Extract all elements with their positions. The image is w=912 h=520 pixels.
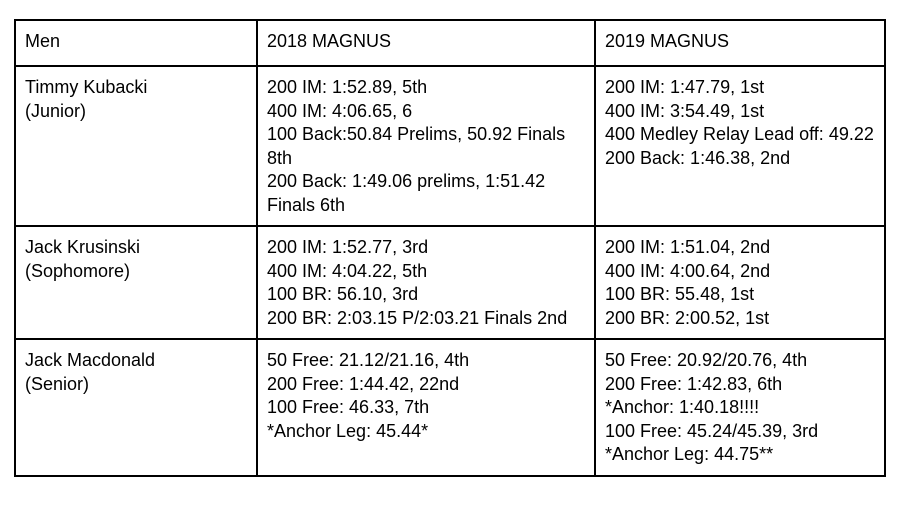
result-line: *Anchor Leg: 44.75** — [605, 444, 774, 464]
result-line: 50 Free: 20.92/20.76, 4th — [605, 350, 808, 370]
swimmer-cell — [15, 339, 257, 476]
table-row — [15, 226, 885, 339]
result-line: 200 BR: 2:00.52, 1st — [605, 307, 770, 328]
result-line: *Anchor Leg: 45.44* — [267, 420, 429, 441]
swimmer-class: (Junior) — [25, 100, 87, 121]
swimmer-class: (Sophomore) — [25, 260, 131, 281]
swimmer-name: Timmy Kubacki — [25, 77, 148, 97]
header-row — [15, 20, 885, 66]
table-row — [15, 339, 885, 476]
results-2018-cell — [257, 339, 595, 476]
result-line: 100 Free: 46.33, 7th — [267, 397, 430, 417]
result-line: 400 IM: 4:04.22, 5th — [267, 260, 428, 281]
swimmer-class: (Senior) — [25, 373, 90, 394]
result-line: 400 IM: 3:54.49, 1st — [605, 100, 765, 121]
result-line: *Anchor: 1:40.18!!!! — [605, 397, 760, 417]
result-line: 50 Free: 21.12/21.16, 4th — [267, 350, 470, 370]
swimmer-cell — [15, 66, 257, 226]
results-2019-cell — [595, 339, 885, 476]
header-2018: 2018 MAGNUS — [257, 20, 595, 66]
result-line: 100 BR: 55.48, 1st — [605, 284, 755, 304]
result-line: 200 Free: 1:44.42, 22nd — [267, 373, 460, 394]
results-2018-cell — [257, 226, 595, 339]
result-line: 400 IM: 4:06.65, 6 — [267, 100, 413, 121]
table-row — [15, 66, 885, 226]
result-line: 100 BR: 56.10, 3rd — [267, 284, 419, 304]
result-line: 200 IM: 1:52.89, 5th — [267, 77, 428, 97]
header-men: Men — [15, 20, 257, 66]
result-line: 200 Free: 1:42.83, 6th — [605, 373, 783, 394]
result-line: 200 IM: 1:52.77, 3rd — [267, 237, 429, 257]
swimmer-name: Jack Macdonald — [25, 350, 156, 370]
results-2019-cell — [595, 66, 885, 226]
result-line: 200 IM: 1:51.04, 2nd — [605, 237, 771, 257]
result-line: 200 BR: 2:03.15 P/2:03.21 Finals 2nd — [267, 307, 568, 328]
result-line: 100 Back:50.84 Prelims, 50.92 Finals 8th — [267, 124, 566, 168]
header-2019: 2019 MAGNUS — [595, 20, 885, 66]
result-line: 400 Medley Relay Lead off: 49.22 — [605, 124, 874, 144]
swimmer-name: Jack Krusinski — [25, 237, 141, 257]
results-2019-cell — [595, 226, 885, 339]
result-line: 200 IM: 1:47.79, 1st — [605, 77, 765, 97]
result-line: 100 Free: 45.24/45.39, 3rd — [605, 420, 819, 441]
results-2018-cell — [257, 66, 595, 226]
results-table — [14, 19, 886, 477]
result-line: 400 IM: 4:00.64, 2nd — [605, 260, 771, 281]
swimmer-cell — [15, 226, 257, 339]
result-line: 200 Back: 1:49.06 prelims, 1:51.42 Finals 6th — [267, 171, 546, 215]
result-line: 200 Back: 1:46.38, 2nd — [605, 147, 791, 168]
